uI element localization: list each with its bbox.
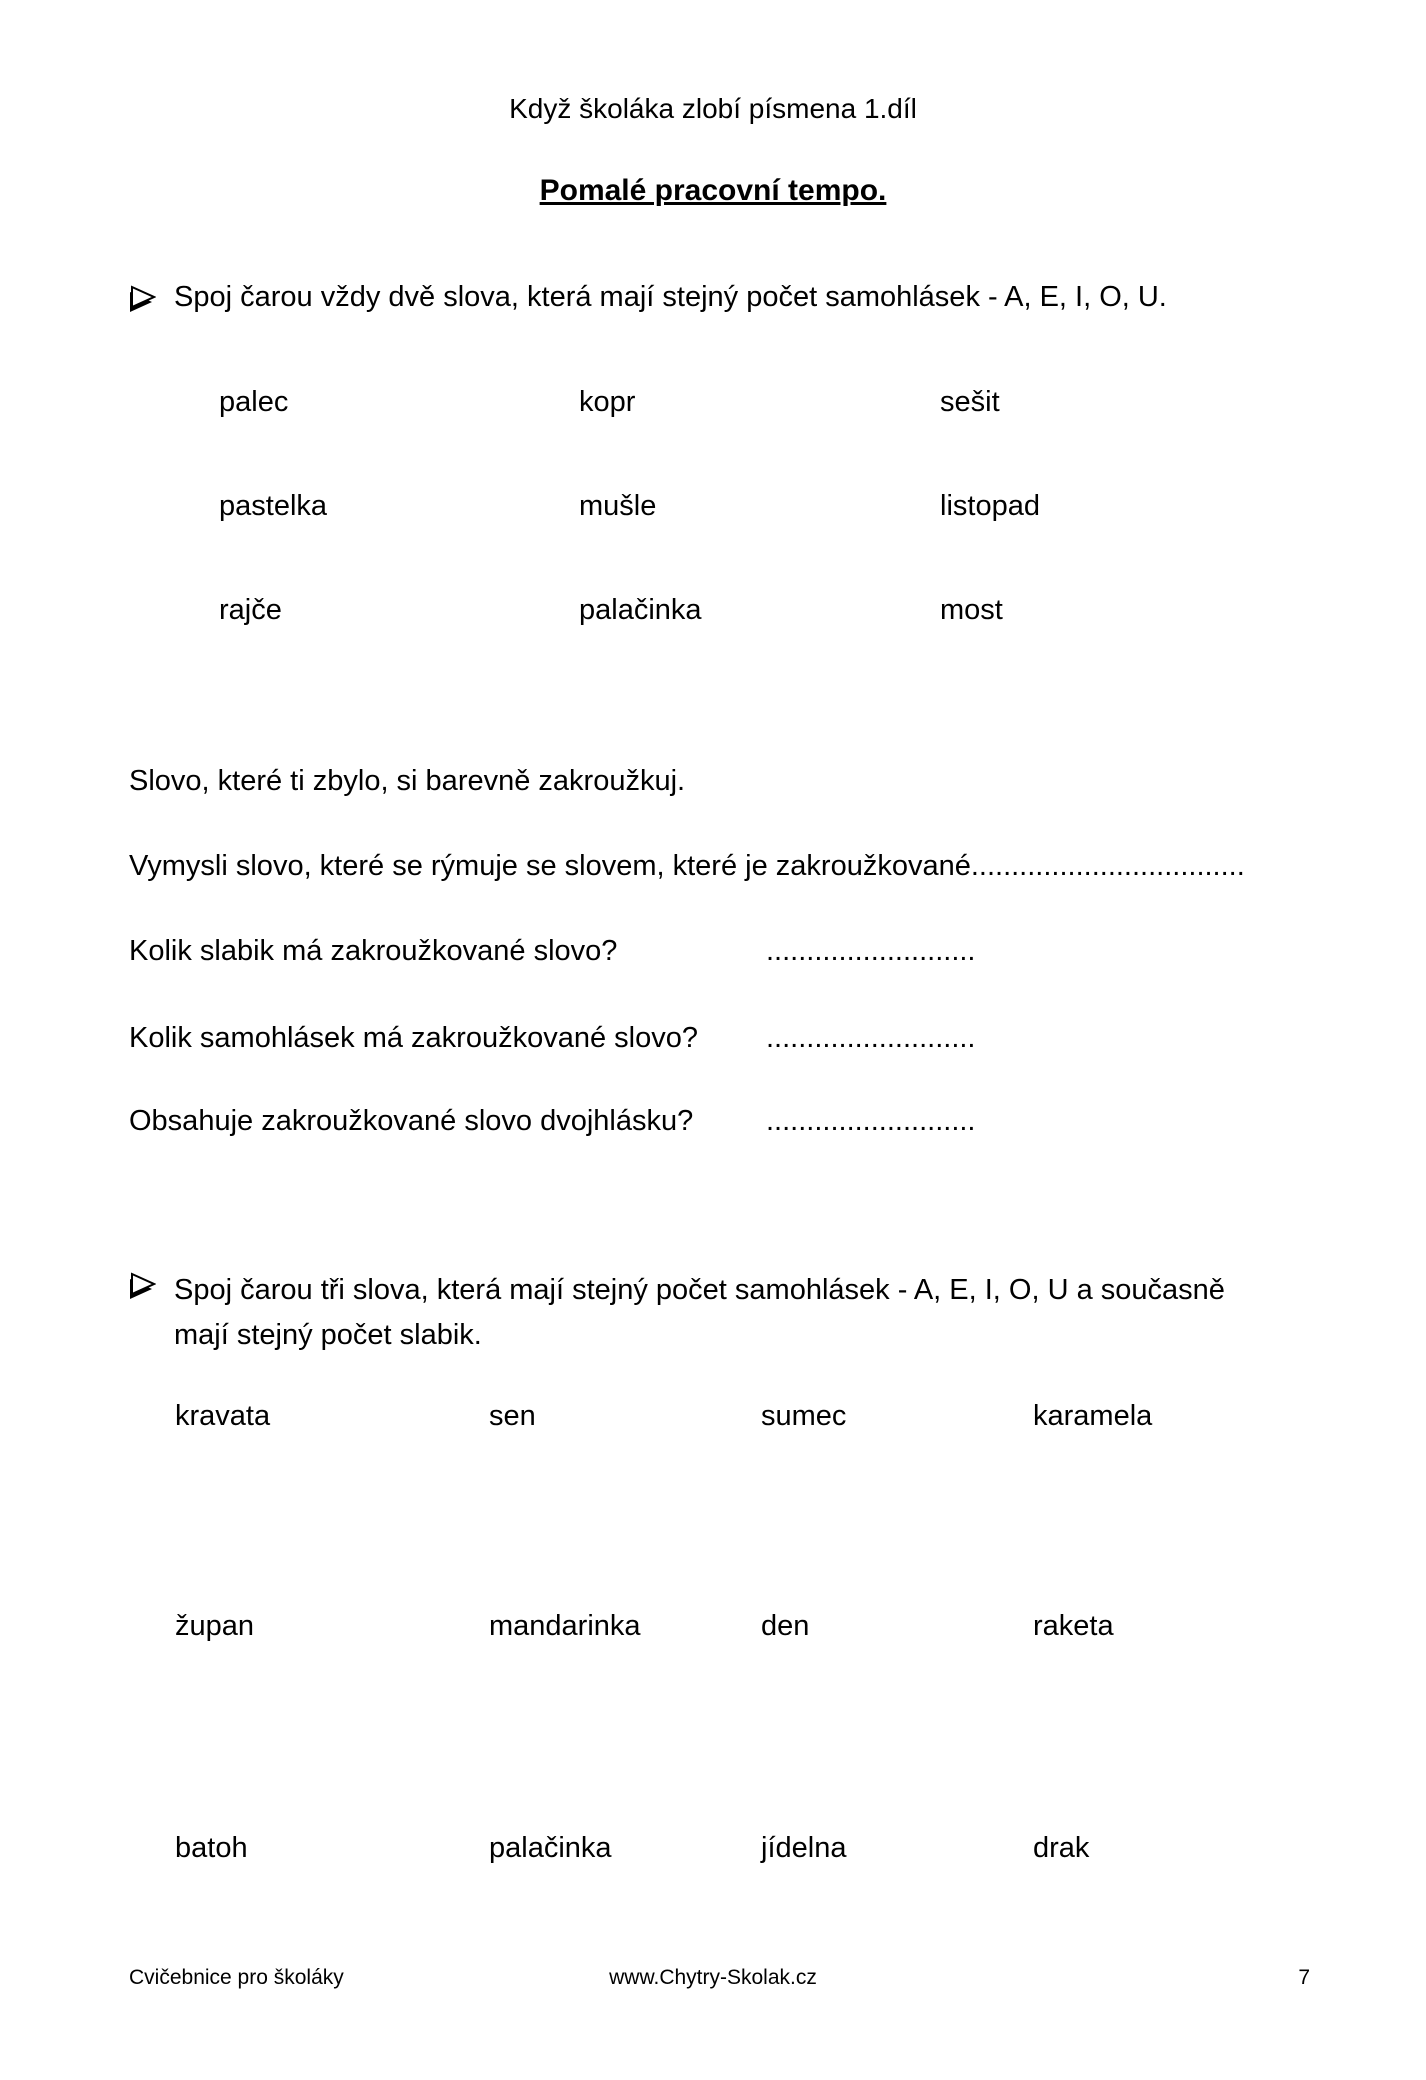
word: palačinka — [579, 594, 702, 626]
task2-instruction-line2: mají stejný počet slabik. — [174, 1319, 482, 1351]
word: palec — [219, 386, 289, 418]
word: rajče — [219, 594, 282, 626]
word: raketa — [1033, 1610, 1114, 1642]
task1-instruction: Spoj čarou vždy dvě slova, která mají stejný počet samohlásek - A, E, I, O, U. — [174, 281, 1167, 313]
word: palačinka — [489, 1832, 612, 1864]
word: župan — [175, 1610, 255, 1642]
page-subtitle — [0, 174, 1426, 208]
footer-page-number: 7 — [1298, 1966, 1310, 1989]
rhyme-instruction-text: Vymysli slovo, které se rýmuje se slovem, které je zakroužkované — [129, 850, 971, 882]
word: karamela — [1033, 1400, 1153, 1432]
circle-word-instruction: Slovo, které ti zbylo, si barevně zakroužkuj. — [129, 765, 686, 797]
word: most — [940, 594, 1003, 626]
question-vowels: Kolik samohlásek má zakroužkované slovo? — [129, 1022, 698, 1054]
answer-dots: .......................... — [766, 1105, 976, 1137]
answer-dots: .......................... — [766, 1022, 976, 1054]
footer-booklet-name: Cvičebnice pro školáky — [129, 1966, 344, 1989]
word: listopad — [940, 490, 1040, 522]
word: jídelna — [761, 1832, 847, 1864]
word: sen — [489, 1400, 536, 1432]
task1-instruction-row — [128, 281, 1167, 314]
word: kopr — [579, 386, 636, 418]
task2-instruction-line1: Spoj čarou tři slova, která mají stejný počet samohlásek - A, E, I, O, U a současně — [174, 1274, 1225, 1306]
word: den — [761, 1610, 810, 1642]
rhyme-answer-dots: .................................. — [970, 850, 1245, 882]
word: mandarinka — [489, 1610, 641, 1642]
page-title: Když školáka zlobí písmena 1.díl — [509, 93, 917, 124]
word: kravata — [175, 1400, 271, 1432]
word: batoh — [175, 1832, 248, 1864]
rhyme-instruction-line — [129, 850, 1245, 883]
task2-instruction — [174, 1268, 1225, 1358]
task2-instruction-row — [128, 1268, 1225, 1358]
question-diphthong: Obsahuje zakroužkované slovo dvojhlásku? — [129, 1105, 694, 1137]
word: drak — [1033, 1832, 1090, 1864]
word: pastelka — [219, 490, 328, 522]
page-subtitle-text: Pomalé pracovní tempo. — [539, 174, 887, 207]
word: sešit — [940, 386, 1000, 418]
arrowhead-bullet-icon — [128, 283, 156, 313]
question-syllables: Kolik slabik má zakroužkované slovo? — [129, 935, 618, 967]
page-footer — [0, 1966, 1426, 1990]
arrowhead-bullet-icon — [128, 1270, 156, 1300]
footer-website: www.Chytry-Skolak.cz — [609, 1966, 817, 1989]
word: mušle — [579, 490, 657, 522]
answer-dots: .......................... — [766, 935, 976, 967]
word: sumec — [761, 1400, 847, 1432]
